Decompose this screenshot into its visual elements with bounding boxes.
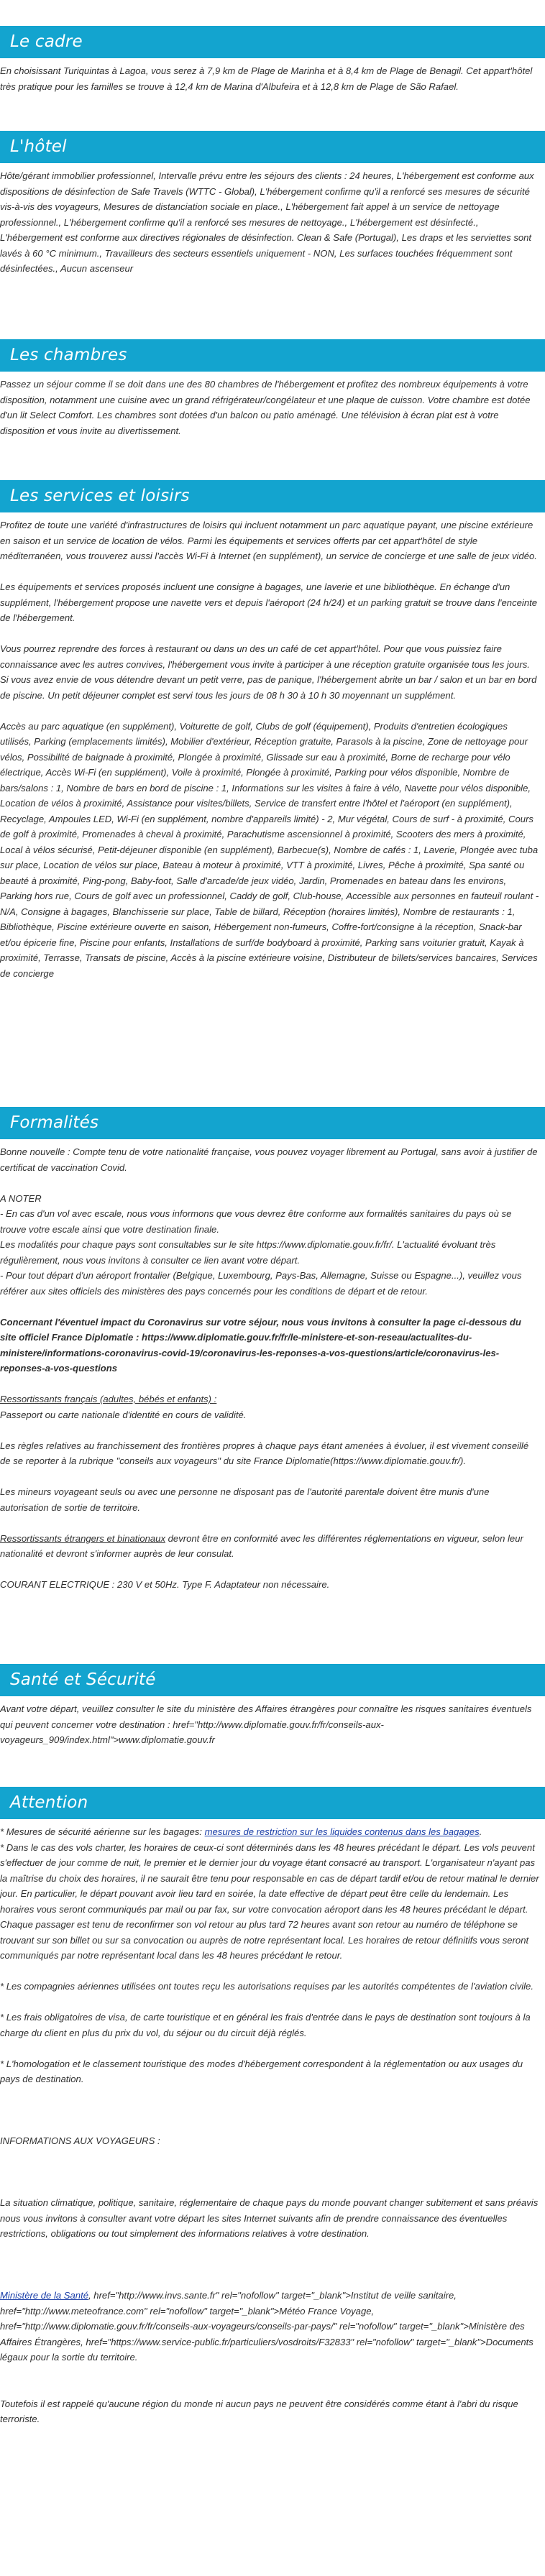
section-text-services: Profitez de toute une variété d'infrastructures de loisirs qui incluent notamment un parc aquatique payant, une piscine extérieure en saison et un service de location de vélos. Parmi les équipements et services offerts par cet appart'hôtel de style méditerranéen, vous trouverez aussi l'accès Wi-Fi à Internet (en supplément), un service de concierge et une salle de jeux vidéo. Les équipements et services proposés incluent une consigne à bagages, une laverie et une bibliothèque. En échange d'un supplément, l'hébergement propose une navette vers et depuis l'aéroport (24 h/24) et un parking gratuit se trouve dans l'enceinte de l'hébergement. Vous pourrez reprendre des forces à restaurant ou dans un des un café de cet appart'hôtel. Pour que vous puissiez faire connaissance avec les autres convives, l'hébergement vous invite à participer à une réception gratuite organisée tous les jours. Si vous avez envie de vous détendre devant un petit verre, pas de panique, l'hébergement abrite un bar / salon et un bar en bord de piscine. Un petit déjeuner complet est servi tous les jours de 08 h 30 à 10 h 30 moyennant un supplément. Accès au parc aquatique (en supplément), Voiturette de golf, Clubs de golf (équipement), Produits d'entretien écologiques utilisés, Parking (emplacements limités), Mobilier d'extérieur, Réception gratuite, Parasols à la piscine, Zone de nettoyage pour vélos, Possibilité de baignade à proximité, Plongée à proximité, Glissade sur eau à proximité, Borne de recharge pour vélo électrique, Accès Wi-Fi (en supplément), Voile à proximité, Plongée à proximité, Parking pour vélos disponible, Nombre de bars/salons : 1, Nombre de bars en bord de piscine : 1, Informations sur les visites à faire à vélo, Navette pour vélos disponible, Location de vélos à proximité, Assistance pour visites/billets, Service de transfert entre l'hôtel et l'aéroport (en supplément), Recyclage, Ampoules LED, Wi-Fi (en supplément, nombre d'appareils limité) - 2, Mur végétal, Cours de surf - à proximité, Cours de golf à proximité, Promenades à cheval à proximité, Parachutisme ascensionnel à proximité, Scooters des mers à proximité, Local à vélos sécurisé, Petit-déjeuner disponible (en supplément), Barbecue(s), Nombre de cafés : 1, Laverie, Plongée avec tuba sur place, Location de vélos sur place, Bateau à moteur à proximité, VTT à proximité, Livres, Pêche à proximité, Spa santé ou beauté à proximité, Ping-pong, Baby-foot, Salle d'arcade/de jeux vidéo, Jardin, Promenades en bateau dans les environs, Parking hors rue, Cours de golf avec un professionnel, Caddy de golf, Club-house, Accessible aux personnes en fauteuil roulant - N/A, Consigne à bagages, Blanchisserie sur place, Table de billard, Réception (horaires limités), Nombre de restaurants : 1, Bibliothèque, Piscine extérieure ouverte en saison, Hébergement non-fumeurs, Coffre-fort/consigne à la réception, Snack-bar et/ou épicerie fine, Piscine pour enfants, Installations de surf/de bodyboard à proximité, Parking sans voiturier gratuit, Kayak à proximité, Terrasse, Transats de piscine, Accès à la piscine extérieure voisine, Distributeur de billets/services bancaires, Services de concierge	[0, 520, 539, 979]
section-header-sante	[0, 1664, 545, 1696]
section-header-formalites	[0, 1107, 545, 1139]
section-header-services	[0, 480, 545, 512]
section-title: Les chambres	[10, 346, 127, 364]
liquids-restriction-link[interactable]: mesures de restriction sur les liquides contenus dans les bagages	[204, 1826, 480, 1837]
section-title: Les services et loisirs	[10, 487, 190, 505]
section-header-chambres	[0, 339, 545, 372]
section-title: Santé et Sécurité	[10, 1670, 156, 1689]
section-header-cadre	[0, 26, 545, 58]
section-text-attention: * Mesures de sécurité aérienne sur les bagages: mesures de restriction sur les liquides contenus dans les bagages. * Dans le cas des vols charter, les horaires de ceux-ci sont déterminés dans les 48 heures précédant le départ. Les vols peuvent s'effectuer de jour comme de nuit, le premier et le dernier jour du voyage étant consacré au transport. L'organisateur n'ayant pas la maîtrise du choix des horaires, il ne saurait être tenu pour responsable en cas de départ tardif et/ou de retour matinal le dernier jour. En particulier, le départ pouvant avoir lieu tard en soirée, la date effective de départ peut être celle du lendemain. Les horaires vous seront communiqués par mail ou par fax, sur votre convocation aéroport dans les 48 heures précédant le départ. Chaque passager est tenu de reconfirmer son vol retour au plus tard 72 heures avant son retour au numéro de téléphone se trouvant sur son billet ou sur sa convocation ou auprès de notre représentant local. Les horaires de retour définitifs vous seront communiqués par notre représentant local dans les 48 heures précédant le retour. * Les compagnies aériennes utilisées ont toutes reçu les autorisations requises par les autorités compétentes de l'aviation civile. * Les frais obligatoires de visa, de carte touristique et en général les frais d'entrée dans le pays de destination sont toujours à la charge du client en plus du prix du vol, du séjour ou du circuit déjà réglés. * L'homologation et le classement touristique des modes d'hébergement correspondent à la réglementation ou aux usages du pays de destination. INFORMATIONS AUX VOYAGEURS : La situation climatique, politique, sanitaire, réglementaire de chaque pays du monde pouvant changer subitement et sans préavis nous vous invitons à consulter avant votre départ les sites Internet suivants afin de prendre connaissance des éventuelles restrictions, obligations ou tout simplement des informations relatives à votre destination. Ministère de la Santé, href="http://www.invs.sante.fr" rel="nofollow" target="_blank">Institut de veille sanitaire, href="http://www.meteofrance.com" rel="nofollow" target="_blank">Météo France Voyage, href="http://www.diplomatie.gouv.fr/fr/conseils-aux-voyageurs/conseils-par-pays/" rel="nofollow" target="_blank">Ministère des Affaires Étrangères, href="https://www.service-public.fr/particuliers/vosdroits/F32833" rel="nofollow" target="_blank">Documents légaux pour la sortie du territoire. Toutefois il est rappelé qu'aucune région du monde ni aucun pays ne peuvent être considérés comme étant à l'abri du risque terroriste.	[0, 1826, 539, 2424]
section-title: Attention	[10, 1793, 88, 1812]
section-text-formalites: Bonne nouvelle : Compte tenu de votre nationalité française, vous pouvez voyager librement au Portugal, sans avoir à justifier de certificat de vaccination Covid. A NOTER - En cas d'un vol avec escale, nous vous informons que vous devrez être conforme aux formalités sanitaires du pays où se trouve votre escale ainsi que votre destination finale. Les modalités pour chaque pays sont consultables sur le site https://www.diplomatie.gouv.fr/fr/. L'actualité évoluant très régulièrement, nous vous invitons à consulter ce lien avant votre départ. - Pour tout départ d'un aéroport frontalier (Belgique, Luxembourg, Pays-Bas, Allemagne, Suisse ou Espagne...), veuillez vous référer aux sites officiels des ministères des pays concernés pour les conditions de départ et de retour. Concernant l'éventuel impact du Coronavirus sur votre séjour, nous vous invitons à consulter la page ci-dessous du site officiel France Diplomatie : https://www.diplomatie.gouv.fr/fr/le-ministere-et-son-reseau/actualites-du-ministere/informations-coronavirus-covid-19/coronavirus-les-reponses-a-vos-questions/article/coronavirus-les-reponses-a-vos-questions Ressortissants français (adultes, bébés et enfants) : Passeport ou carte nationale d'identité en cours de validité. Les règles relatives au franchissement des frontières propres à chaque pays étant amenées à évoluer, il est vivement conseillé de se reporter à la rubrique "conseils aux voyageurs" du site France Diplomatie(https://www.diplomatie.gouv.fr/). Les mineurs voyageant seuls ou avec une personne ne disposant pas de l'autorité parentale doivent être munis d'une autorisation de sortie de territoire. Ressortissants étrangers et binationaux devront être en conformité avec les différentes réglementations en vigueur, selon leur nationalité et devront s'informer auprès de leur consulat. COURANT ELECTRIQUE : 230 V et 50Hz. Type F. Adaptateur non nécessaire.	[0, 1146, 538, 1590]
section-title: Formalités	[10, 1113, 99, 1132]
section-text-hotel: Hôte/gérant immobilier professionnel, Intervalle prévu entre les séjours des clients : 24 heures, L'hébergement est conforme aux dispositions de désinfection de Safe Travels (WTTC - Global), L'hébergement confirme qu'il a renforcé ses mesures de sécurité vis-à-vis des voyageurs, Mesures de distanciation sociale en place., L'hébergement fait appel à un service de nettoyage professionnel., L'hébergement confirme qu'il a renforcé ses mesures de nettoyage., L'hébergement est désinfecté., L'hébergement est conforme aux directives régionales de désinfection. Clean & Safe (Portugal), Les draps et les serviettes sont lavés à 60 °C minimum., Travailleurs des secteurs essentiels uniquement - NON, Les surfaces touchées fréquemment sont désinfectées., Aucun ascenseur	[0, 170, 534, 274]
section-text-sante: Avant votre départ, veuillez consulter le site du ministère des Affaires étrangères pour connaître les risques sanitaires éventuels qui peuvent concerner votre destination : href="http://www.diplomatie.gouv.fr/fr/conseils-aux-voyageurs_909/index.html">www.diplomatie.gouv.fr	[0, 1703, 532, 1745]
section-text-chambres: Passez un séjour comme il se doit dans une des 80 chambres de l'hébergement et profitez des nombreux équipements à votre disposition, notamment une cuisine avec un grand réfrigérateur/congélateur et une plaque de cuisson. Votre chambre est dotée d'un lit Select Comfort. Les chambres sont dotées d'un balcon ou patio aménagé. Une télévision à écran plat est à votre disposition et vous invite au divertissement.	[0, 379, 531, 436]
ministere-sante-link[interactable]: Ministère de la Santé	[0, 2290, 89, 2301]
section-header-hotel	[0, 131, 545, 163]
section-text-cadre: En choisissant Turiquintas à Lagoa, vous serez à 7,9 km de Plage de Marinha et à 8,4 km de Plage de Benagil. Cet appart'hôtel très pratique pour les familles se trouve à 12,4 km de Marina d'Albufeira et à 12,8 km de Plage de São Rafael.	[0, 65, 533, 92]
section-title: Le cadre	[10, 32, 83, 51]
section-title: L'hôtel	[10, 137, 67, 156]
section-header-attention	[0, 1787, 545, 1819]
